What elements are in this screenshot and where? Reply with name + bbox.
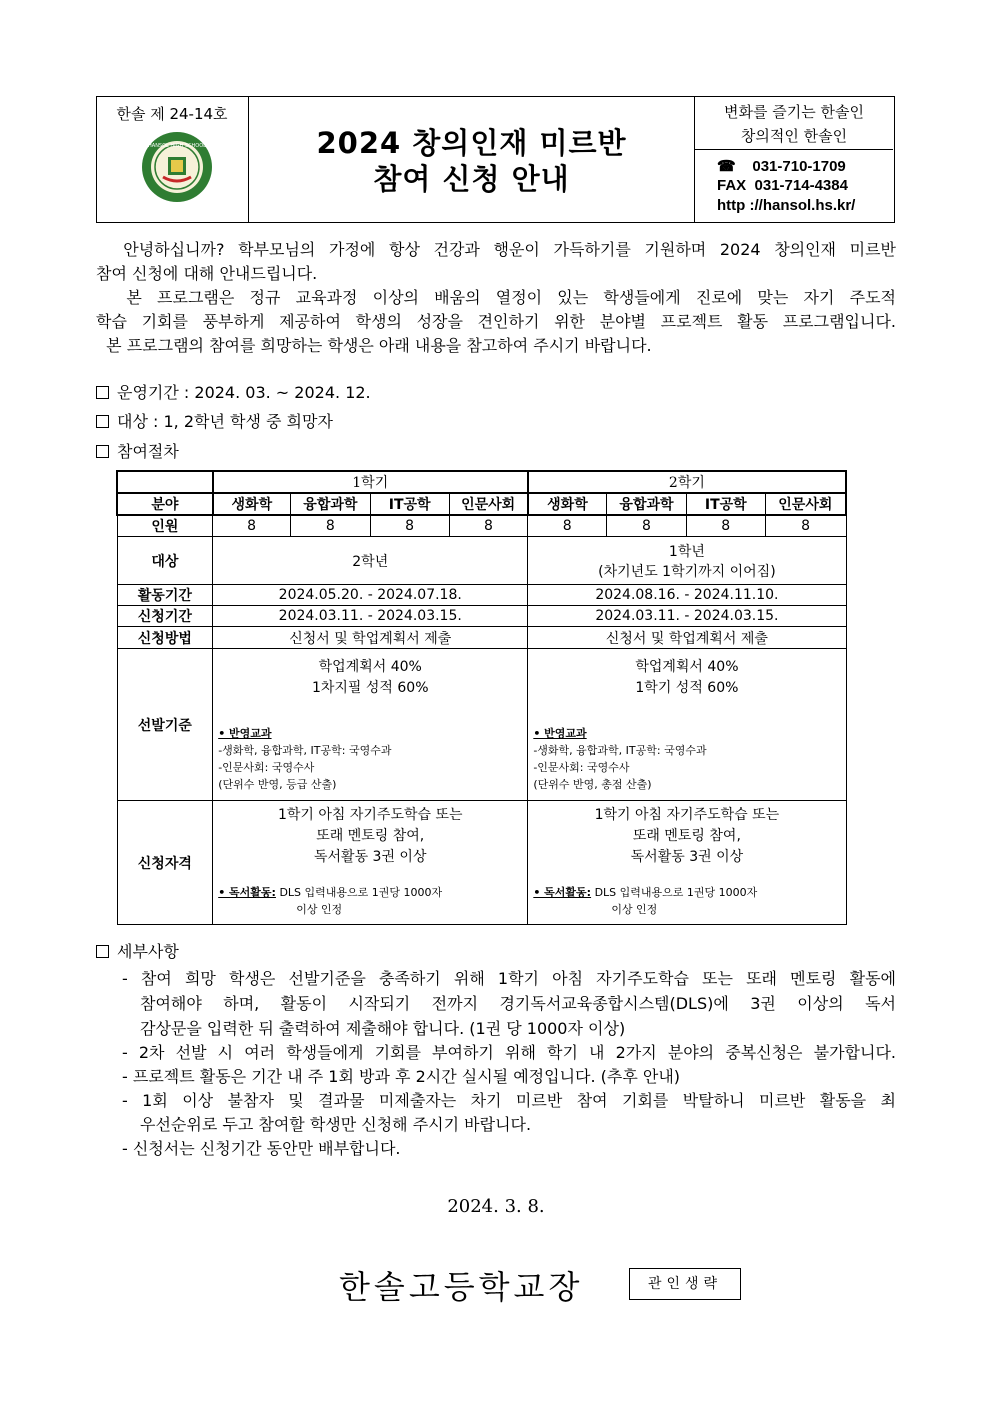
target-sem2-line1: 1학년 bbox=[668, 543, 705, 560]
field-cell: IT공학 bbox=[686, 493, 765, 515]
row-label-criteria: 선발기준 bbox=[117, 649, 213, 801]
intro-line1: 안녕하십니까? 학부모님의 가정에 항상 건강과 행운이 가득하기를 기원하며 2024 창의인재 미르반 bbox=[123, 240, 897, 259]
table-row bbox=[117, 649, 846, 801]
method-sem2: 신청서 및 학업계획서 제출 bbox=[528, 627, 846, 649]
count-cell: 8 bbox=[765, 515, 846, 537]
website-link[interactable]: http ://hansol.hs.kr/ bbox=[717, 197, 856, 214]
table-row bbox=[117, 606, 846, 627]
semester1-header: 1학기 bbox=[213, 471, 528, 493]
page-title-line2: 참여 신청 안내 bbox=[373, 162, 570, 196]
criteria-sem1 bbox=[213, 649, 528, 801]
motto-line2: 창의적인 한솔인 bbox=[740, 127, 848, 145]
table-row bbox=[117, 515, 846, 537]
phone-line bbox=[717, 157, 846, 175]
reading-heading: • 독서활동: bbox=[533, 886, 592, 899]
activity-sem2: 2024.08.16. - 2024.11.10. bbox=[528, 585, 846, 606]
table-row bbox=[117, 627, 846, 649]
criteria-line: 학업계획서 40% bbox=[318, 659, 422, 675]
subjects-heading: • 반영교과 bbox=[533, 727, 587, 740]
divider bbox=[695, 149, 893, 150]
target-sem2 bbox=[528, 537, 846, 585]
row-label-target: 대상 bbox=[117, 537, 213, 585]
period-item: 운영기간 : 2024. 03. ~ 2024. 12. bbox=[96, 380, 371, 403]
activity-sem1: 2024.05.20. - 2024.07.18. bbox=[213, 585, 528, 606]
intro-line2: 참여 신청에 대해 안내드립니다. bbox=[96, 264, 318, 283]
count-cell: 8 bbox=[607, 515, 687, 537]
field-cell: 융합과학 bbox=[290, 493, 370, 515]
intro-line4: 학습 기회를 풍부하게 제공하여 학생의 성장을 견인하기 위한 분야별 프로젝트 활동 프로그램입니다. bbox=[96, 312, 896, 331]
procedure-table bbox=[116, 470, 847, 925]
target-sem1: 2학년 bbox=[213, 537, 528, 585]
row-label-qualification: 신청자격 bbox=[117, 801, 213, 925]
qualification-sem1 bbox=[213, 801, 528, 925]
qualification-sem1-main bbox=[213, 801, 527, 868]
table-row bbox=[117, 585, 846, 606]
school-principal: 한솔고등학교장 bbox=[339, 1268, 584, 1306]
reading-text: 이상 인정 bbox=[296, 903, 343, 916]
field-cell: 생화학 bbox=[528, 493, 607, 515]
header-contact-cell bbox=[694, 97, 894, 222]
checkbox-icon bbox=[96, 445, 109, 458]
field-cell: 인문사회 bbox=[765, 493, 846, 515]
fax-number: 031-714-4384 bbox=[754, 177, 848, 194]
header-left-cell bbox=[97, 97, 249, 222]
subjects-line: -생화학, 융합과학, IT공학: 국영수과 bbox=[218, 744, 392, 757]
qualification-line: 1학기 아침 자기주도학습 또는 bbox=[277, 807, 463, 823]
method-sem1: 신청서 및 학업계획서 제출 bbox=[213, 627, 528, 649]
criteria-sem2 bbox=[528, 649, 846, 801]
count-cell: 8 bbox=[213, 515, 291, 537]
detail-1-line1: - 참여 희망 학생은 선발기준을 충족하기 위해 1학기 아침 자기주도학습 또는 또래 멘토링 활동에 bbox=[122, 969, 896, 988]
detail-4-line1: - 1회 이상 불참자 및 결과물 미제출자는 차기 미르반 참여 기회를 박탈하니 미르반 활동을 최 bbox=[122, 1091, 896, 1110]
intro-line5: 본 프로그램의 참여를 희망하는 학생은 아래 내용을 참고하여 주시기 바랍니다. bbox=[106, 336, 652, 355]
detail-4-line2: 우선순위로 두고 참여할 학생만 신청해 주시기 바랍니다. bbox=[140, 1115, 532, 1134]
qualification-sem2-main bbox=[528, 801, 845, 868]
qualification-line: 독서활동 3권 이상 bbox=[314, 849, 427, 865]
intro-line3: 본 프로그램은 정규 교육과정 이상의 배움의 열정이 있는 학생들에게 진로에 맞는 자기 주도적 bbox=[126, 288, 896, 307]
reading-note-sem2 bbox=[528, 868, 845, 922]
table-row bbox=[117, 537, 846, 585]
row-label-activity: 활동기간 bbox=[117, 585, 213, 606]
target-item: 대상 : 1, 2학년 학생 중 희망자 bbox=[96, 409, 333, 432]
detail-1-line2: 참여해야 하며, 활동이 시작되기 전까지 경기독서교육종합시스템(DLS)에 3권 이상의 독서 bbox=[140, 994, 896, 1013]
table-row bbox=[117, 801, 846, 925]
row-label-method: 신청방법 bbox=[117, 627, 213, 649]
reading-heading: • 독서활동: bbox=[218, 886, 276, 899]
field-cell: IT공학 bbox=[370, 493, 449, 515]
school-seal-logo bbox=[141, 131, 213, 203]
qualification-line: 또래 멘토링 참여, bbox=[632, 828, 741, 844]
checkbox-icon bbox=[96, 386, 109, 399]
svg-text:HANSOL HIGH SCHOOL: HANSOL HIGH SCHOOL bbox=[148, 143, 206, 149]
field-cell: 생화학 bbox=[213, 493, 291, 515]
header-title-cell bbox=[249, 97, 694, 222]
semester2-header: 2학기 bbox=[528, 471, 846, 493]
details-item: 세부사항 bbox=[96, 939, 179, 962]
qualification-sem2 bbox=[528, 801, 846, 925]
row-label-apply: 신청기간 bbox=[117, 606, 213, 627]
qualification-line: 독서활동 3권 이상 bbox=[630, 849, 744, 865]
checkbox-icon bbox=[96, 415, 109, 428]
motto-line1: 변화를 즐기는 한솔인 bbox=[724, 103, 864, 121]
document-header bbox=[96, 96, 895, 223]
qualification-line: 또래 멘토링 참여, bbox=[316, 828, 425, 844]
count-cell: 8 bbox=[449, 515, 528, 537]
issue-number: 한솔 제 24-14호 bbox=[116, 105, 228, 123]
reading-text: DLS 입력내용으로 1권당 1000자 bbox=[279, 886, 443, 899]
subjects-heading: • 반영교과 bbox=[218, 727, 272, 740]
target-sem2-line2: (차기년도 1학기까지 이어짐) bbox=[598, 563, 776, 580]
checkbox-icon bbox=[96, 945, 109, 958]
criteria-sem1-main bbox=[213, 649, 527, 699]
apply-sem2: 2024.03.11. - 2024.03.15. bbox=[528, 606, 846, 627]
field-cell: 인문사회 bbox=[449, 493, 528, 515]
apply-sem1: 2024.03.11. - 2024.03.15. bbox=[213, 606, 528, 627]
subjects-line: -생화학, 융합과학, IT공학: 국영수과 bbox=[533, 744, 707, 757]
detail-5: - 신청서는 신청기간 동안만 배부합니다. bbox=[122, 1139, 401, 1158]
detail-3: - 프로젝트 활동은 기간 내 주 1회 방과 후 2시간 실시될 예정입니다. (추후 안내) bbox=[122, 1067, 681, 1086]
criteria-line: 1학기 성적 60% bbox=[635, 680, 739, 696]
seal-omitted-stamp: 관인생략 bbox=[629, 1268, 741, 1300]
count-cell: 8 bbox=[290, 515, 370, 537]
reading-text: 이상 인정 bbox=[611, 903, 658, 916]
row-label-field: 분야 bbox=[117, 493, 213, 515]
procedure-item: 참여절차 bbox=[96, 439, 179, 462]
reading-note-sem1 bbox=[213, 868, 527, 922]
detail-1-line3: 감상문을 입력한 뒤 출력하여 제출해야 합니다. (1권 당 1000자 이상) bbox=[140, 1019, 626, 1038]
criteria-sem1-subjects bbox=[213, 699, 527, 793]
table-corner bbox=[117, 471, 213, 493]
subjects-note: (단위수 반영, 등급 산출) bbox=[218, 778, 337, 791]
row-label-count: 인원 bbox=[117, 515, 213, 537]
detail-2: - 2차 선발 시 여러 학생들에게 기회를 부여하기 위해 학기 내 2가지 분야의 중복신청은 불가합니다. bbox=[122, 1043, 896, 1062]
page-title-line1: 2024 창의인재 미르반 bbox=[316, 126, 627, 160]
count-cell: 8 bbox=[370, 515, 449, 537]
subjects-line: -인문사회: 국영수사 bbox=[533, 761, 630, 774]
criteria-line: 1차지필 성적 60% bbox=[311, 680, 429, 696]
table-row bbox=[117, 493, 846, 515]
subjects-line: -인문사회: 국영수사 bbox=[218, 761, 315, 774]
fax-label: FAX bbox=[717, 177, 747, 194]
criteria-sem2-subjects bbox=[528, 699, 845, 793]
count-cell: 8 bbox=[686, 515, 765, 537]
qualification-line: 1학기 아침 자기주도학습 또는 bbox=[594, 807, 780, 823]
subjects-note: (단위수 반영, 총점 산출) bbox=[533, 778, 652, 791]
field-cell: 융합과학 bbox=[607, 493, 687, 515]
document-date: 2024. 3. 8. bbox=[447, 1196, 545, 1217]
phone-number: 031-710-1709 bbox=[752, 158, 846, 175]
reading-text: DLS 입력내용으로 1권당 1000자 bbox=[594, 886, 758, 899]
criteria-sem2-main bbox=[528, 649, 845, 699]
criteria-line: 학업계획서 40% bbox=[635, 659, 739, 675]
count-cell: 8 bbox=[528, 515, 607, 537]
phone-icon: ☎ bbox=[717, 158, 736, 175]
fax-line bbox=[717, 177, 848, 194]
